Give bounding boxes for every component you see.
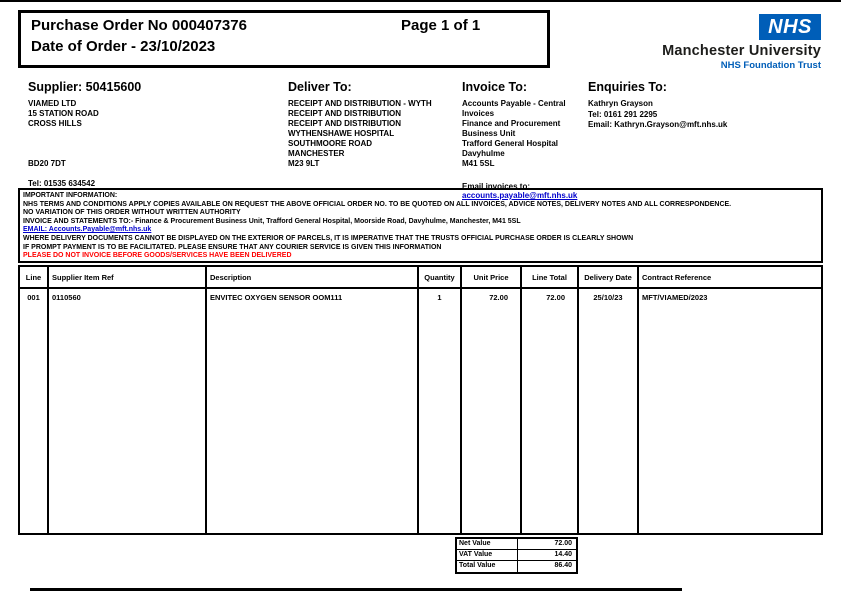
enquiries-email: Email: Kathryn.Grayson@mft.nhs.uk [588,120,728,129]
nhs-logo-icon: NHS [759,14,821,40]
important-info-heading: IMPORTANT INFORMATION: [23,192,118,199]
supplier-address-line: 15 STATION ROAD [28,109,99,118]
net-value-label: Net Value [457,539,518,549]
column-header-unit-price: Unit Price [462,267,522,287]
deliver-to-heading: Deliver To: [288,80,352,94]
cell-line-total: 72.00 [522,289,579,533]
invoice-to-section [462,80,590,200]
invoice-address-line: Invoices [462,109,495,118]
deliver-address-line: RECEIPT AND DISTRIBUTION [288,119,402,128]
invoice-address-line: Business Unit [462,129,516,138]
cell-supplier-item-ref: 0110560 [49,289,207,533]
total-value-amount: 86.40 [554,562,572,569]
order-items-table [18,265,823,535]
vat-value-label: VAT Value [457,550,518,560]
deliver-address-line: WYTHENSHAWE HOSPITAL [288,129,395,138]
enquiries-phone: Tel: 0161 291 2295 [588,109,658,119]
cell-delivery-date: 25/10/23 [579,289,639,533]
cell-contract-reference: MFT/VIAMED/2023 [642,293,708,302]
important-information-box [18,188,823,263]
page-indicator: Page 1 of 1 [401,17,481,34]
totals-table [455,537,578,574]
invoice-address-line: Davyhulme [462,149,505,158]
supplier-address-line: CROSS HILLS [28,119,82,128]
trust-org-name: Manchester University [662,43,821,59]
trust-subtitle: NHS Foundation Trust [720,60,821,71]
column-header-description: Description [207,267,419,287]
important-info-email-link[interactable]: EMAIL: Accounts.Payable@mft.nhs.uk [23,226,152,234]
cell-unit-price: 72.00 [462,289,522,533]
column-header-quantity: Quantity [419,267,462,287]
supplier-postcode: BD20 7DT [28,159,66,168]
deliver-address-line: MANCHESTER [288,149,345,158]
deliver-address-line: M23 9LT [288,159,320,168]
important-info-prompt-payment: IF PROMPT PAYMENT IS TO BE FACILITATED. PLEASE ENSURE THAT ANY COURIER SERVICE IS GIVEN THIS INFORMATION [23,243,442,251]
supplier-address-line: VIAMED LTD [28,99,77,108]
net-value-row [457,539,576,550]
vat-value-row [457,550,576,561]
net-value-amount: 72.00 [554,540,572,547]
table-row [20,289,821,533]
top-border-line [0,0,841,2]
invoice-address-line: Accounts Payable - Central [462,99,566,108]
total-value-row [457,561,576,572]
table-header-row [20,267,821,289]
important-info-invoice-address: INVOICE AND STATEMENTS TO:- Finance & Procurement Business Unit, Trafford General Hospital, Moorside Road, Davyhulme, Manchester, M41 5SL [23,217,521,225]
deliver-address-line: SOUTHMOORE ROAD [288,139,372,148]
column-header-supplier-item-ref: Supplier Item Ref [49,267,207,287]
deliver-address-line: RECEIPT AND DISTRIBUTION [288,109,402,118]
column-header-delivery-date: Delivery Date [579,267,639,287]
important-info-warning: PLEASE DO NOT INVOICE BEFORE GOODS/SERVICES HAVE BEEN DELIVERED [23,252,292,260]
supplier-section [28,80,278,188]
invoice-address-line: Trafford General Hospital [462,139,559,148]
supplier-heading: Supplier: 50415600 [28,80,142,94]
supplier-phone: Tel: 01535 634542 [28,179,96,188]
deliver-address-line: RECEIPT AND DISTRIBUTION - WYTH [288,99,432,108]
enquiries-contact-name: Kathryn Grayson [588,99,653,108]
important-info-no-variation: NO VARIATION OF THIS ORDER WITHOUT WRITTEN AUTHORITY [23,209,241,217]
important-info-delivery-docs: WHERE DELIVERY DOCUMENTS CANNOT BE DISPLAYED ON THE EXTERIOR OF PARCELS, IT IS IMPERATIVE THAT THE TRUSTS OFFICIAL PURCHASE ORDER IS CLEARLY SHOWN [23,234,634,242]
bottom-border-line [30,588,682,591]
column-header-line: Line [20,267,49,287]
enquiries-to-heading: Enquiries To: [588,80,667,94]
cell-quantity: 1 [419,289,462,533]
po-header-row [31,17,537,35]
nhs-trust-logo [651,14,821,71]
invoice-address-line: Finance and Procurement [462,119,561,128]
email-invoices-label: Email invoices to: [462,182,531,191]
column-header-line-total: Line Total [522,267,579,287]
enquiries-to-section [588,80,823,131]
vat-value-amount: 14.40 [554,551,572,558]
invoice-email-link[interactable]: accounts.payable@mft.nhs.uk [462,191,578,200]
po-number-title: Purchase Order No 000407376 [31,17,247,34]
column-header-contract-reference: Contract Reference [642,272,712,282]
order-date: Date of Order - 23/10/2023 [31,38,216,55]
po-header-box [18,10,550,68]
invoice-to-heading: Invoice To: [462,80,528,94]
important-info-terms: NHS TERMS AND CONDITIONS APPLY COPIES AVAILABLE ON REQUEST THE ABOVE OFFICIAL ORDER NO. TO BE QUOTED ON ALL INVOICES, ADVICE NOTES, DELIVERY NOTES AND ALL CORRESPONDENCE. [23,200,732,208]
invoice-address-line: M41 5SL [462,159,495,168]
cell-line-number: 001 [20,289,49,533]
deliver-to-section [288,80,460,169]
cell-description: ENVITEC OXYGEN SENSOR OOM111 [207,289,419,533]
total-value-label: Total Value [457,561,518,572]
